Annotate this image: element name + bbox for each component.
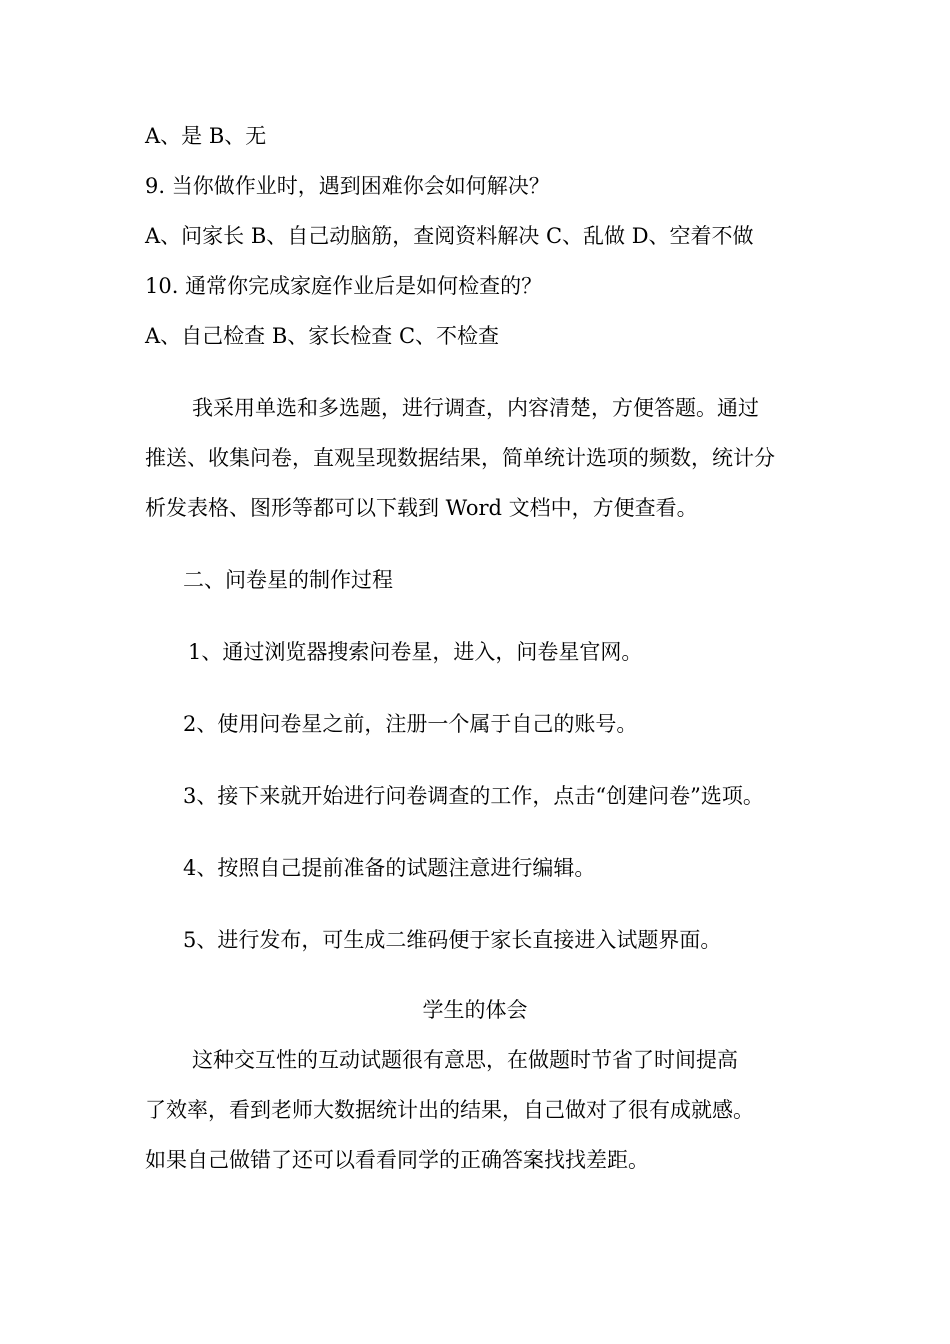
student-line: 这种交互性的互动试题很有意思，在做题时节省了时间提高 xyxy=(192,1048,738,1072)
student-title: 学生的体会 xyxy=(422,998,528,1022)
summary-line: 推送、收集问卷，直观呈现数据结果，简单统计选项的频数，统计分 xyxy=(145,446,775,470)
question-10: 10. 通常你完成家庭作业后是如何检查的？ xyxy=(145,274,543,298)
student-line: 如果自己做错了还可以看看同学的正确答案找找差距。 xyxy=(145,1148,649,1172)
section-heading: 二、问卷星的制作过程 xyxy=(183,568,393,592)
student-line: 了效率，看到老师大数据统计出的结果，自己做对了很有成就感。 xyxy=(145,1098,754,1122)
step-item: 2、使用问卷星之前，注册一个属于自己的账号。 xyxy=(183,712,638,736)
step-item: 3、接下来就开始进行问卷调查的工作，点击“创建问卷”选项。 xyxy=(183,784,764,808)
summary-line: 我采用单选和多选题，进行调查，内容清楚，方便答题。通过 xyxy=(192,396,759,420)
options-q9: A、问家长 B、自己动脑筋，查阅资料解决 C、乱做 D、空着不做 xyxy=(145,224,754,248)
step-item: 5、进行发布，可生成二维码便于家长直接进入试题界面。 xyxy=(183,928,722,952)
options-q8: A、是 B、无 xyxy=(145,124,267,148)
step-item: 1、通过浏览器搜索问卷星，进入，问卷星官网。 xyxy=(188,640,643,664)
step-item: 4、按照自己提前准备的试题注意进行编辑。 xyxy=(183,856,596,880)
question-9: 9. 当你做作业时，遇到困难你会如何解决？ xyxy=(145,174,550,198)
summary-line: 析发表格、图形等都可以下载到 Word 文档中，方便查看。 xyxy=(145,496,698,520)
options-q10: A、自己检查 B、家长检查 C、不检查 xyxy=(145,324,500,348)
